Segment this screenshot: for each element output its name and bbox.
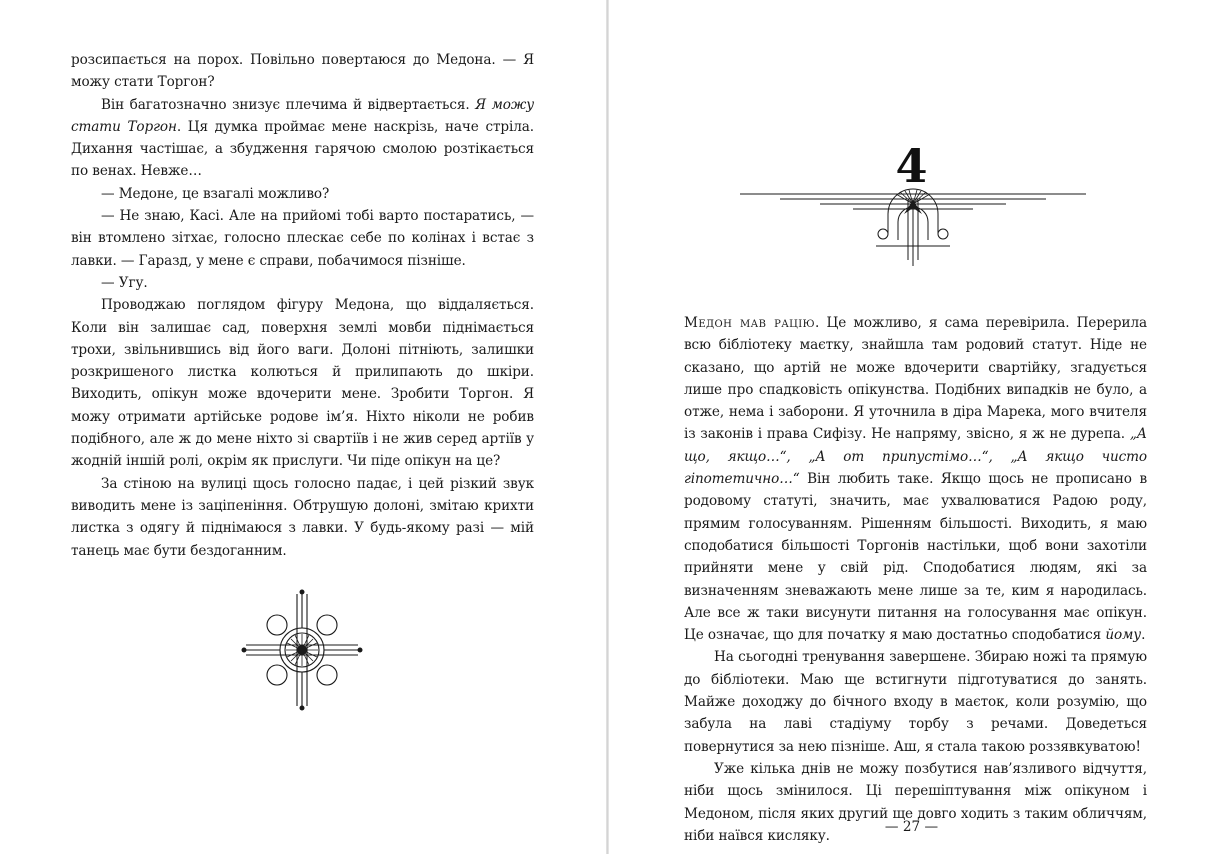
text-run: Він багатозначно знизує плечима й відвертається. xyxy=(101,96,476,113)
text-run: . Ця думка проймає мене наскрізь, наче стріла. Дихання частішає, а збудження гарячою смолою розтікається по венах. Невже… xyxy=(71,118,534,180)
text-run: Він любить таке. Якщо щось не прописано в родовому статуті, значить, має ухвалюватися Радою роду, прямим голосуванням. Рішенням більшості. Виходить, я маю сподобатися більшості Торгонів настільки, щоб вони захотіли прийняти мене у свій рід. Сподобатися людям, які за визначенням зневажають мене лише за те, ким я народилась. Але все ж таки висунути питання на голосування має опікун. Це означає, що для початку я маю достатньо сподобатися xyxy=(684,471,1147,644)
right-page-text xyxy=(684,312,1147,847)
art-deco-sunburst-ornament xyxy=(738,186,1088,268)
compass-sunburst-ornament xyxy=(240,588,364,712)
paragraph: — Угу. xyxy=(101,274,148,291)
paragraph: Проводжаю поглядом фігуру Медона, що віддаляється. Коли він залишає сад, поверхня землі мовби піднімається трохи, звільнившись від його ваги. Долоні пітніють, залишки розкришеного листка колються й прилипають до шкіри. Виходить, опікун може вдочерити мене. Зробити Торгон. Я можу отримати артійське родове ім’я. Ніхто ніколи не робив подібного, але ж до мене ніхто зі свартіїв і не жив серед артіїв у жодній іншій ролі, окрім як прислуги. Чи піде опікун на це? xyxy=(71,297,534,470)
italic-run: йому xyxy=(1105,627,1142,644)
text-run: . xyxy=(1141,627,1146,644)
paragraph xyxy=(684,312,1147,646)
text-run: . Це можливо, я сама перевірила. Перерила всю бібліотеку маєтку, знайшла там родовий статут. Ніде не сказано, що артій не може вдочерити свартійку, згадується лише про спадковість опікунства. Подібних випадків не було, а отже, нема і заборони. Я уточнила в діра Марека, мого вчителя із законів і права Сифізу. Не напряму, звісно, я ж не дурепа. xyxy=(684,315,1147,443)
right-page xyxy=(608,0,1215,854)
left-page-text xyxy=(71,49,534,562)
paragraph xyxy=(71,94,534,183)
italic-run: Я можу стати Торгон xyxy=(71,96,534,135)
paragraph: За стіною на вулиці щось голосно падає, і цей різкий звук виводить мене із заціпеніння. Обтрушую долоні, змітаю крихти листка з одягу й піднімаюся з лавки. У будь-якому разі — мій танець має бути бездоганним. xyxy=(71,475,534,559)
italic-run: „А що, якщо…“, „А от припустімо…“, „А якщо чисто гіпотетично…“ xyxy=(684,426,1147,488)
left-page xyxy=(0,0,607,854)
paragraph: розсипається на порох. Повільно повертаюся до Медона. — Я можу стати Торгон? xyxy=(71,52,534,91)
paragraph: — Не знаю, Касі. Але на прийомі тобі варто постаратись, — він втомлено зітхає, голосно плескає себе по колінах і встає з лавки. — Гаразд, у мене є справи, побачимося пізніше. xyxy=(71,208,534,269)
paragraph: На сьогодні тренування завершене. Збираю ножі та прямую до бібліотеки. Маю ще встигнути підготуватися до занять. Майже доходжу до бічного входу в маєток, коли розумію, що забула на лаві стадіуму торбу з речами. Доведеться повернутися за нею пізніше. Аш, я стала такою роззявкуватою! xyxy=(684,649,1147,755)
smallcaps-lead: Медон мав рацію xyxy=(684,315,815,331)
chapter-number: 4 xyxy=(895,139,928,193)
page-number: — 27 — xyxy=(884,819,939,835)
paragraph: — Медоне, це взагалі можливо? xyxy=(101,185,330,202)
paragraph: Уже кілька днів не можу позбутися нав’язливого відчуття, ніби щось змінилося. Ці перешіптування між опікуном і Медоном, після яких другий ще довго ходить з таким обличчям, ніби наївся кисляку. xyxy=(684,760,1147,844)
